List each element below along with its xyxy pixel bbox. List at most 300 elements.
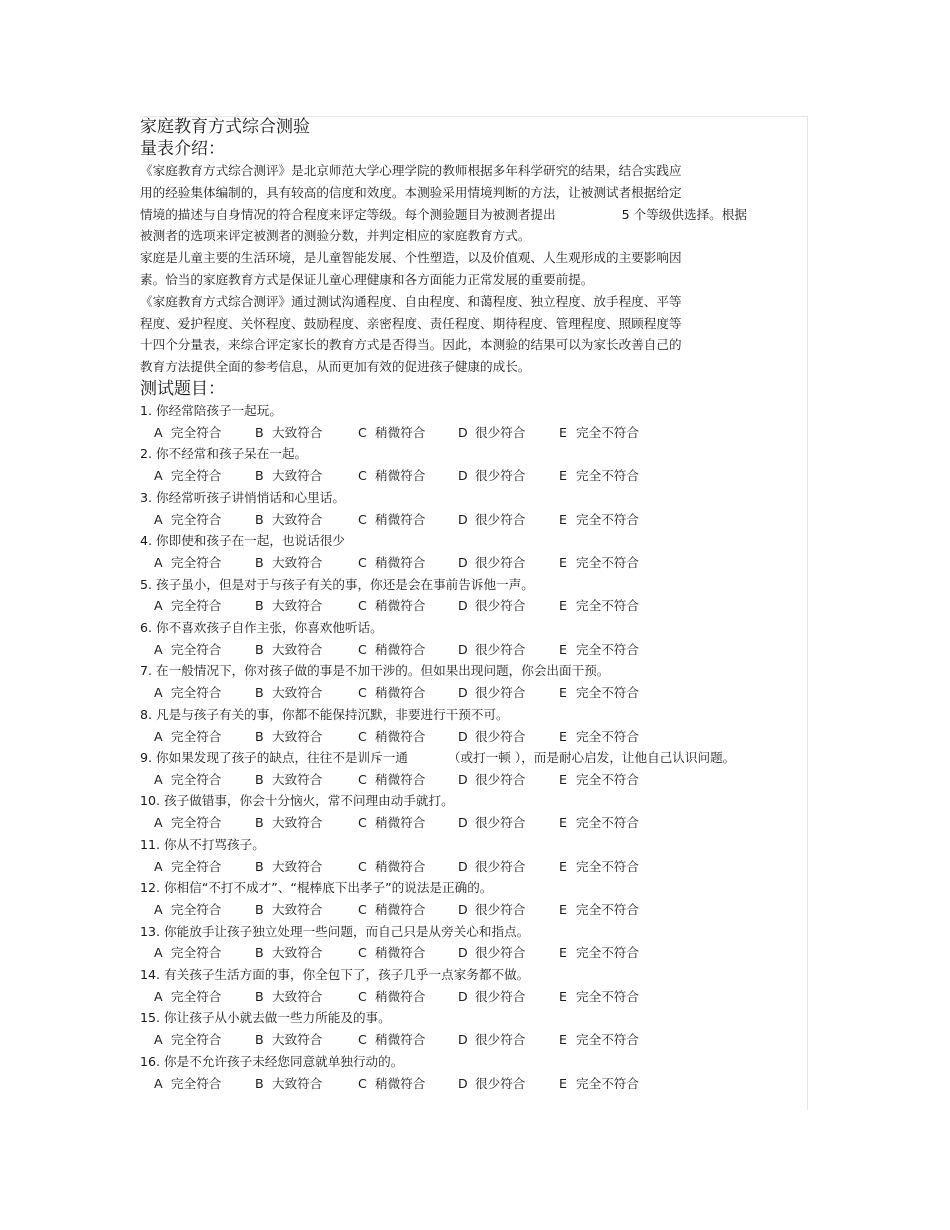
answer-option[interactable] — [559, 986, 639, 1008]
option-letter: A — [154, 511, 163, 527]
option-label: 完全符合 — [171, 641, 222, 657]
option-letter: A — [154, 902, 163, 918]
question-text — [140, 617, 800, 639]
option-label: 完全符合 — [171, 468, 222, 484]
option-label: 完全符合 — [171, 424, 222, 440]
answer-option[interactable] — [458, 682, 525, 704]
question-label: 3. 你经常听孩子讲悄悄话和心里话。 — [140, 489, 345, 505]
option-label: 稍微符合 — [375, 511, 426, 527]
answer-option[interactable] — [255, 552, 322, 574]
question-text — [140, 877, 800, 899]
option-letter: B — [255, 988, 264, 1004]
answer-option[interactable] — [255, 509, 322, 531]
answer-option[interactable] — [255, 856, 322, 878]
answer-option[interactable] — [154, 1073, 221, 1095]
question-text — [140, 747, 800, 769]
answer-option[interactable] — [458, 465, 525, 487]
question-label: 14. 有关孩子生活方面的事，你全包下了，孩子几乎一点家务都不做。 — [140, 967, 530, 983]
answer-option[interactable] — [358, 812, 425, 834]
answer-option[interactable] — [458, 856, 525, 878]
answer-options — [140, 465, 800, 487]
question-text — [140, 1051, 800, 1073]
question-text — [140, 790, 800, 812]
option-label: 大致符合 — [272, 424, 323, 440]
option-label: 完全不符合 — [576, 468, 639, 484]
option-letter: C — [358, 902, 367, 918]
option-letter: B — [255, 641, 264, 657]
intro-line: 十四个分量表，来综合评定家长的教育方式是否得当。因此，本测验的结果可以为家长改善自己的 — [140, 337, 682, 353]
option-letter: E — [559, 858, 567, 874]
option-letter: D — [458, 685, 468, 701]
answer-option[interactable] — [255, 639, 322, 661]
answer-option[interactable] — [559, 1029, 639, 1051]
option-letter: B — [255, 728, 264, 744]
question-list — [140, 400, 800, 1094]
option-letter: E — [559, 771, 567, 787]
question-text — [140, 1007, 800, 1029]
question-text — [140, 921, 800, 943]
option-letter: D — [458, 988, 468, 1004]
answer-option[interactable] — [458, 509, 525, 531]
option-label: 完全不符合 — [576, 858, 639, 874]
option-letter: D — [458, 858, 468, 874]
answer-options — [140, 812, 800, 834]
question-label: 2. 你不经常和孩子呆在一起。 — [140, 446, 308, 462]
intro-line: 家庭是儿童主要的生活环境，是儿童智能发展、个性塑造，以及价值观、人生观形成的主要影响因 — [140, 250, 682, 266]
option-label: 稍微符合 — [375, 685, 426, 701]
answer-option[interactable] — [559, 465, 639, 487]
answer-option[interactable] — [154, 856, 221, 878]
option-label: 很少符合 — [475, 858, 526, 874]
option-label: 完全符合 — [171, 685, 222, 701]
answer-options — [140, 856, 800, 878]
option-letter: D — [458, 771, 468, 787]
option-label: 完全不符合 — [576, 945, 639, 961]
answer-option[interactable] — [559, 726, 639, 748]
answer-option[interactable] — [255, 986, 322, 1008]
option-label: 完全不符合 — [576, 511, 639, 527]
option-label: 完全不符合 — [576, 815, 639, 831]
option-label: 稍微符合 — [375, 598, 426, 614]
option-letter: B — [255, 511, 264, 527]
intro-line-part: 5 个等级供选择。根据 — [621, 206, 747, 222]
answer-option[interactable] — [255, 1073, 322, 1095]
option-label: 稍微符合 — [375, 1075, 426, 1091]
option-letter: A — [154, 1075, 163, 1091]
option-label: 大致符合 — [272, 685, 323, 701]
option-label: 完全符合 — [171, 511, 222, 527]
answer-option[interactable] — [154, 595, 221, 617]
option-letter: C — [358, 1032, 367, 1048]
answer-option[interactable] — [358, 639, 425, 661]
question-label: 10. 孩子做错事，你会十分恼火，常不问理由动手就打。 — [140, 793, 454, 809]
option-letter: C — [358, 511, 367, 527]
question-label: 6. 你不喜欢孩子自作主张，你喜欢他听话。 — [140, 619, 383, 635]
option-label: 完全不符合 — [576, 902, 639, 918]
option-label: 稍微符合 — [375, 1032, 426, 1048]
option-label: 完全不符合 — [576, 1075, 639, 1091]
answer-option[interactable] — [154, 899, 221, 921]
option-letter: E — [559, 902, 567, 918]
option-letter: A — [154, 641, 163, 657]
question-text — [140, 400, 800, 422]
option-label: 稍微符合 — [375, 554, 426, 570]
answer-option[interactable] — [358, 1073, 425, 1095]
option-letter: C — [358, 988, 367, 1004]
question-label: 1. 你经常陪孩子一起玩。 — [140, 402, 282, 418]
option-label: 大致符合 — [272, 988, 323, 1004]
question-label: 13. 你能放手让孩子独立处理一些问题，而自己只是从旁关心和指点。 — [140, 923, 530, 939]
answer-option[interactable] — [358, 509, 425, 531]
option-label: 完全不符合 — [576, 554, 639, 570]
answer-option[interactable] — [458, 899, 525, 921]
question-label: 4. 你即使和孩子在一起，也说话很少 — [140, 533, 345, 549]
option-label: 完全符合 — [171, 902, 222, 918]
intro-line — [140, 204, 800, 226]
option-label: 稍微符合 — [375, 988, 426, 1004]
option-letter: D — [458, 424, 468, 440]
answer-option[interactable] — [358, 856, 425, 878]
answer-option[interactable] — [358, 552, 425, 574]
option-letter: D — [458, 468, 468, 484]
answer-option[interactable] — [458, 942, 525, 964]
option-label: 完全符合 — [171, 728, 222, 744]
option-letter: B — [255, 554, 264, 570]
option-label: 很少符合 — [475, 771, 526, 787]
option-label: 完全不符合 — [576, 771, 639, 787]
answer-option[interactable] — [458, 552, 525, 574]
option-label: 很少符合 — [475, 598, 526, 614]
option-letter: C — [358, 554, 367, 570]
option-letter: C — [358, 641, 367, 657]
answer-options — [140, 422, 800, 444]
option-label: 大致符合 — [272, 554, 323, 570]
question-label: 16. 你是不允许孩子未经您同意就单独行动的。 — [140, 1053, 404, 1069]
option-letter: B — [255, 598, 264, 614]
answer-option[interactable] — [358, 682, 425, 704]
answer-option[interactable] — [358, 986, 425, 1008]
option-label: 完全符合 — [171, 945, 222, 961]
option-label: 大致符合 — [272, 815, 323, 831]
option-label: 完全不符合 — [576, 598, 639, 614]
question-text — [140, 660, 800, 682]
answer-option[interactable] — [255, 682, 322, 704]
answer-option[interactable] — [458, 812, 525, 834]
option-label: 稍微符合 — [375, 641, 426, 657]
option-label: 很少符合 — [475, 511, 526, 527]
option-label: 完全不符合 — [576, 728, 639, 744]
answer-option[interactable] — [458, 595, 525, 617]
option-letter: D — [458, 598, 468, 614]
option-label: 很少符合 — [475, 1075, 526, 1091]
option-letter: D — [458, 728, 468, 744]
question-label: 15. 你让孩子从小就去做一些力所能及的事。 — [140, 1010, 391, 1026]
answer-options — [140, 1029, 800, 1051]
intro-line-part: 情境的描述与自身情况的符合程度来评定等级。每个测验题目为被测者提出 — [140, 206, 556, 222]
option-label: 很少符合 — [475, 945, 526, 961]
question-text — [140, 487, 800, 509]
option-letter: B — [255, 902, 264, 918]
intro-line: 素。恰当的家庭教育方式是保证儿童心理健康和各方面能力正常发展的重要前提。 — [140, 271, 594, 287]
answer-options — [140, 682, 800, 704]
answer-options — [140, 595, 800, 617]
intro-line: 程度、爱护程度、关怀程度、鼓励程度、亲密程度、责任程度、期待程度、管理程度、照顾程度等 — [140, 315, 682, 331]
question-label: 11. 你从不打骂孩子。 — [140, 836, 265, 852]
option-letter: E — [559, 468, 567, 484]
option-label: 很少符合 — [475, 424, 526, 440]
answer-option[interactable] — [154, 942, 221, 964]
answer-options — [140, 509, 800, 531]
answer-option[interactable] — [154, 552, 221, 574]
option-letter: E — [559, 945, 567, 961]
answer-option[interactable] — [154, 726, 221, 748]
page-border-right — [807, 116, 808, 1110]
questions-heading: 测试题目： — [140, 378, 225, 399]
intro-line: 《家庭教育方式综合测评》是北京师范大学心理学院的教师根据多年科学研究的结果，结合实践应 — [140, 163, 682, 178]
option-label: 完全符合 — [171, 771, 222, 787]
question-text — [140, 574, 800, 596]
option-letter: C — [358, 858, 367, 874]
question-label: 9. 你如果发现了孩子的缺点，往往不是训斥一通 — [140, 750, 408, 766]
option-label: 完全不符合 — [576, 424, 639, 440]
answer-option[interactable] — [255, 726, 322, 748]
answer-option[interactable] — [458, 1029, 525, 1051]
question-text — [140, 704, 800, 726]
intro-line: 《家庭教育方式综合测评》通过测试沟通程度、自由程度、和蔼程度、独立程度、放手程度、平等 — [140, 293, 682, 309]
answer-option[interactable] — [154, 812, 221, 834]
option-label: 完全符合 — [171, 815, 222, 831]
option-label: 很少符合 — [475, 641, 526, 657]
option-label: 完全不符合 — [576, 1032, 639, 1048]
option-letter: D — [458, 511, 468, 527]
option-label: 完全符合 — [171, 1075, 222, 1091]
option-label: 稍微符合 — [375, 424, 426, 440]
answer-option[interactable] — [154, 639, 221, 661]
option-letter: E — [559, 554, 567, 570]
option-label: 大致符合 — [272, 858, 323, 874]
option-letter: B — [255, 1032, 264, 1048]
option-label: 完全符合 — [171, 988, 222, 1004]
option-label: 大致符合 — [272, 728, 323, 744]
option-letter: E — [559, 988, 567, 1004]
option-letter: E — [559, 685, 567, 701]
question-text — [140, 443, 800, 465]
option-letter: D — [458, 554, 468, 570]
option-label: 大致符合 — [272, 598, 323, 614]
option-letter: C — [358, 468, 367, 484]
option-letter: E — [559, 424, 567, 440]
option-label: 稍微符合 — [375, 815, 426, 831]
option-letter: C — [358, 685, 367, 701]
option-label: 完全符合 — [171, 598, 222, 614]
answer-options — [140, 942, 800, 964]
option-letter: C — [358, 1075, 367, 1091]
question-label-tail: （或打一顿 ），而是耐心启发，让他自己认识问题。 — [447, 750, 736, 766]
answer-option[interactable] — [559, 942, 639, 964]
intro-line: 被测者的选项来评定被测者的测验分数，并判定相应的家庭教育方式。 — [140, 228, 531, 244]
document-title: 家庭教育方式综合测验 — [140, 117, 310, 137]
option-letter: B — [255, 945, 264, 961]
question-text — [140, 530, 800, 552]
answer-options — [140, 552, 800, 574]
answer-options — [140, 1073, 800, 1095]
option-label: 很少符合 — [475, 1032, 526, 1048]
question-text — [140, 834, 800, 856]
answer-options — [140, 986, 800, 1008]
option-label: 大致符合 — [272, 1075, 323, 1091]
option-letter: B — [255, 1075, 264, 1091]
option-letter: E — [559, 641, 567, 657]
option-label: 稍微符合 — [375, 771, 426, 787]
option-letter: D — [458, 641, 468, 657]
option-label: 大致符合 — [272, 511, 323, 527]
option-letter: A — [154, 945, 163, 961]
answer-option[interactable] — [154, 986, 221, 1008]
option-label: 稍微符合 — [375, 728, 426, 744]
answer-option[interactable] — [154, 422, 221, 444]
answer-option[interactable] — [458, 639, 525, 661]
answer-option[interactable] — [358, 769, 425, 791]
answer-option[interactable] — [559, 812, 639, 834]
option-letter: A — [154, 424, 163, 440]
answer-option[interactable] — [154, 1029, 221, 1051]
answer-options — [140, 639, 800, 661]
option-label: 大致符合 — [272, 468, 323, 484]
option-letter: B — [255, 468, 264, 484]
answer-option[interactable] — [154, 509, 221, 531]
answer-options — [140, 899, 800, 921]
answer-options — [140, 726, 800, 748]
option-letter: A — [154, 988, 163, 1004]
option-letter: D — [458, 1032, 468, 1048]
option-letter: B — [255, 858, 264, 874]
option-letter: C — [358, 728, 367, 744]
option-letter: D — [458, 902, 468, 918]
option-letter: A — [154, 1032, 163, 1048]
option-label: 稍微符合 — [375, 902, 426, 918]
option-label: 大致符合 — [272, 771, 323, 787]
option-label: 很少符合 — [475, 902, 526, 918]
answer-option[interactable] — [358, 942, 425, 964]
answer-option[interactable] — [358, 422, 425, 444]
question-label: 8. 凡是与孩子有关的事，你都不能保持沉默，非要进行干预不可。 — [140, 706, 509, 722]
option-letter: A — [154, 858, 163, 874]
answer-option[interactable] — [358, 899, 425, 921]
answer-option[interactable] — [255, 769, 322, 791]
option-letter: A — [154, 685, 163, 701]
question-label: 5. 孩子虽小，但是对于与孩子有关的事，你还是会在事前告诉他一声。 — [140, 576, 534, 592]
option-label: 很少符合 — [475, 988, 526, 1004]
option-letter: E — [559, 511, 567, 527]
option-label: 大致符合 — [272, 902, 323, 918]
option-letter: B — [255, 815, 264, 831]
answer-option[interactable] — [458, 422, 525, 444]
option-letter: D — [458, 1075, 468, 1091]
option-letter: A — [154, 468, 163, 484]
option-label: 大致符合 — [272, 641, 323, 657]
option-letter: D — [458, 945, 468, 961]
answer-option[interactable] — [255, 595, 322, 617]
intro-line: 用的经验集体编制的，具有较高的信度和效度。本测验采用情境判断的方法，让被测试者根据给定 — [140, 184, 682, 200]
option-letter: C — [358, 598, 367, 614]
answer-option[interactable] — [154, 465, 221, 487]
answer-option[interactable] — [458, 769, 525, 791]
answer-option[interactable] — [559, 509, 639, 531]
option-letter: E — [559, 728, 567, 744]
answer-option[interactable] — [458, 726, 525, 748]
option-label: 很少符合 — [475, 554, 526, 570]
answer-option[interactable] — [255, 465, 322, 487]
answer-option[interactable] — [559, 595, 639, 617]
option-label: 大致符合 — [272, 945, 323, 961]
answer-option[interactable] — [559, 422, 639, 444]
answer-option[interactable] — [255, 422, 322, 444]
answer-option[interactable] — [559, 899, 639, 921]
option-letter: C — [358, 945, 367, 961]
option-label: 大致符合 — [272, 1032, 323, 1048]
answer-option[interactable] — [458, 1073, 525, 1095]
answer-option[interactable] — [559, 856, 639, 878]
option-letter: B — [255, 685, 264, 701]
option-label: 稍微符合 — [375, 858, 426, 874]
option-letter: D — [458, 815, 468, 831]
answer-options — [140, 769, 800, 791]
answer-option[interactable] — [255, 942, 322, 964]
option-letter: C — [358, 815, 367, 831]
option-label: 很少符合 — [475, 815, 526, 831]
answer-option[interactable] — [154, 682, 221, 704]
option-label: 很少符合 — [475, 468, 526, 484]
option-letter: E — [559, 598, 567, 614]
option-label: 完全符合 — [171, 1032, 222, 1048]
option-label: 稍微符合 — [375, 945, 426, 961]
option-letter: A — [154, 554, 163, 570]
answer-option[interactable] — [559, 639, 639, 661]
document-content — [140, 116, 800, 1094]
answer-option[interactable] — [559, 552, 639, 574]
answer-option[interactable] — [559, 682, 639, 704]
answer-option[interactable] — [255, 812, 322, 834]
answer-option[interactable] — [358, 465, 425, 487]
answer-option[interactable] — [154, 769, 221, 791]
option-label: 完全不符合 — [576, 685, 639, 701]
option-label: 完全符合 — [171, 858, 222, 874]
option-label: 稍微符合 — [375, 468, 426, 484]
option-letter: A — [154, 815, 163, 831]
option-label: 很少符合 — [475, 728, 526, 744]
answer-option[interactable] — [358, 1029, 425, 1051]
answer-option[interactable] — [358, 595, 425, 617]
answer-option[interactable] — [255, 1029, 322, 1051]
answer-option[interactable] — [255, 899, 322, 921]
option-letter: E — [559, 1032, 567, 1048]
option-label: 完全符合 — [171, 554, 222, 570]
option-letter: A — [154, 598, 163, 614]
option-letter: B — [255, 771, 264, 787]
answer-option[interactable] — [559, 1073, 639, 1095]
option-letter: C — [358, 771, 367, 787]
option-letter: E — [559, 1075, 567, 1091]
question-label: 12. 你相信“不打不成才”、“棍棒底下出孝子”的说法是正确的。 — [140, 880, 493, 896]
option-label: 很少符合 — [475, 685, 526, 701]
intro-line: 教育方法提供全面的参考信息，从而更加有效的促进孩子健康的成长。 — [140, 359, 531, 375]
answer-option[interactable] — [358, 726, 425, 748]
option-letter: B — [255, 424, 264, 440]
answer-option[interactable] — [559, 769, 639, 791]
intro-heading: 量表介绍： — [140, 139, 225, 159]
answer-option[interactable] — [458, 986, 525, 1008]
option-letter: C — [358, 424, 367, 440]
